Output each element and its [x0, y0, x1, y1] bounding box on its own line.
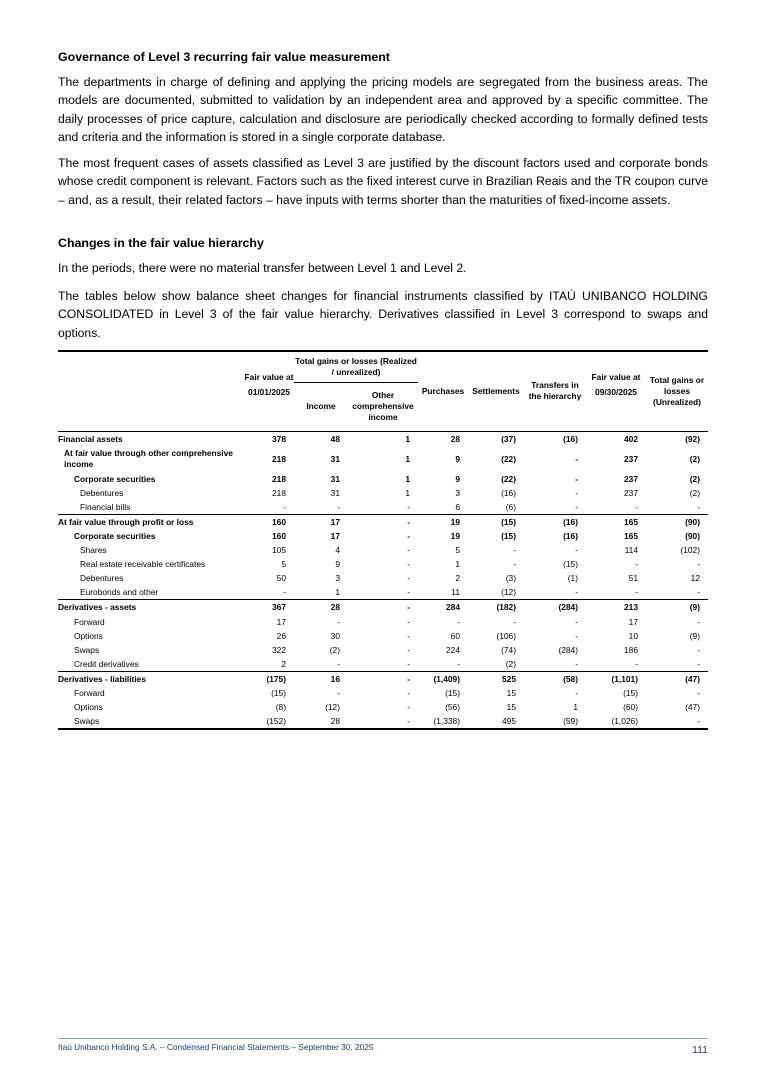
row-value: 4 — [335, 545, 340, 556]
table-row — [58, 529, 708, 543]
header-total-gains-group: Total gains or losses (Realized / unrealized) — [294, 351, 418, 383]
table-row — [58, 557, 708, 571]
row-value: 3 — [335, 573, 340, 584]
row-value: 28 — [294, 600, 348, 615]
row-value: - — [407, 545, 410, 556]
row-value: (74) — [501, 644, 516, 655]
row-label: Options — [74, 630, 103, 641]
row-value: - — [457, 616, 460, 627]
header-total-gains-unrealized: Total gains or losses (Unrealized) — [649, 374, 705, 407]
row-value: - — [348, 600, 418, 615]
row-value: - — [697, 688, 700, 699]
row-value: (9) — [646, 600, 708, 615]
row-value: (22) — [501, 453, 516, 464]
paragraph-level3-cases: The most frequent cases of assets classified as Level 3 are justified by the discount factors used and corporate bonds whose credit component is relevant. Factors such as the fixed interest curve in Brazilian Reais and the TR coupon curve – and, as a result, their related factors – have inputs with terms shorter than the maturities of fixed-income assets. — [58, 156, 708, 207]
row-label: Derivatives - assets — [58, 600, 244, 615]
row-value: (58) — [524, 671, 586, 686]
heading-changes: Changes in the fair value hierarchy — [58, 236, 264, 250]
row-value: - — [407, 573, 410, 584]
header-purchases: Purchases — [421, 385, 465, 396]
row-value: (15) — [445, 688, 460, 699]
row-value: - — [697, 616, 700, 627]
row-label: Real estate receivable certificates — [80, 559, 206, 570]
row-value: - — [348, 714, 418, 729]
row-value: 213 — [586, 600, 646, 615]
row-value: - — [697, 501, 700, 512]
row-value: (175) — [244, 671, 294, 686]
row-value: (22) — [501, 473, 516, 484]
row-value: - — [635, 501, 638, 512]
heading-governance: Governance of Level 3 recurring fair value measurement — [58, 50, 390, 64]
row-value: (6) — [505, 501, 516, 512]
row-value: - — [575, 688, 578, 699]
row-value: (1,338) — [418, 714, 468, 729]
row-value: (152) — [244, 714, 294, 729]
row-value: - — [407, 501, 410, 512]
row-value: (90) — [646, 514, 708, 529]
row-value: 31 — [330, 453, 340, 464]
row-value: - — [513, 616, 516, 627]
table-row — [58, 657, 708, 672]
row-value: (15) — [501, 531, 516, 542]
row-value: (2) — [329, 644, 340, 655]
row-value: (16) — [524, 431, 586, 446]
row-value: (92) — [646, 431, 708, 446]
row-value: (60) — [623, 702, 638, 713]
row-value: - — [513, 559, 516, 570]
table-row — [58, 500, 708, 515]
row-value: - — [407, 616, 410, 627]
level3-changes-table — [58, 350, 708, 730]
row-value: (284) — [524, 600, 586, 615]
row-value: - — [407, 702, 410, 713]
row-value: - — [646, 714, 708, 729]
row-value: - — [697, 559, 700, 570]
row-value: 1 — [405, 453, 410, 464]
table-row — [58, 571, 708, 585]
row-label: Credit derivatives — [74, 658, 139, 669]
row-label: Financial bills — [80, 501, 131, 512]
row-value: - — [407, 587, 410, 598]
row-value: - — [697, 587, 700, 598]
row-value: - — [407, 531, 410, 542]
table-row — [58, 629, 708, 643]
table-row — [58, 472, 708, 486]
row-value: 237 — [624, 487, 638, 498]
row-label: At fair value through profit or loss — [58, 514, 244, 529]
table-row — [58, 543, 708, 557]
row-value: 17 — [294, 514, 348, 529]
table-row — [58, 600, 708, 615]
row-value: - — [348, 514, 418, 529]
row-value: (1,026) — [586, 714, 646, 729]
row-value: - — [337, 658, 340, 669]
row-value: (12) — [501, 587, 516, 598]
row-value: 50 — [276, 573, 286, 584]
row-value: 31 — [330, 487, 340, 498]
row-value: 495 — [468, 714, 524, 729]
header-fair-value-end: Fair value at — [591, 371, 641, 382]
table-row — [58, 643, 708, 657]
row-value: 1 — [405, 473, 410, 484]
row-value: 160 — [244, 514, 294, 529]
row-label: Financial assets — [58, 431, 244, 446]
paragraph-transfers: In the periods, there were no material transfer between Level 1 and Level 2. — [58, 261, 467, 275]
row-value: (1,101) — [586, 671, 646, 686]
row-value: (56) — [445, 702, 460, 713]
row-value: 11 — [451, 587, 460, 598]
row-value: 15 — [506, 688, 516, 699]
row-value: 12 — [690, 573, 700, 584]
row-value: 525 — [468, 671, 524, 686]
row-value: (47) — [646, 671, 708, 686]
row-value: (37) — [468, 431, 524, 446]
row-label: At fair value through other comprehensive income — [64, 447, 233, 469]
row-value: 9 — [335, 559, 340, 570]
row-value: - — [575, 587, 578, 598]
row-value: 5 — [281, 559, 286, 570]
row-value: 3 — [455, 487, 460, 498]
table-row — [58, 686, 708, 700]
row-label: Shares — [80, 545, 107, 556]
row-value: 284 — [418, 600, 468, 615]
page-number: 111 — [692, 1044, 708, 1056]
row-value: - — [348, 671, 418, 686]
row-value: (3) — [505, 573, 516, 584]
row-value: - — [407, 658, 410, 669]
paragraph-governance: The departments in charge of defining and applying the pricing models are segregated from the business areas. The models are documented, submitted to validation by an independent area and approved by a specific committee. The daily processes of price capture, calculation and disclosure are periodically checked according to formally defined tests and criteria and the information is stored in a single corporate database. — [58, 75, 708, 145]
row-value: 48 — [294, 431, 348, 446]
row-value: (15) — [271, 688, 286, 699]
row-value: - — [575, 473, 578, 484]
row-value: 165 — [586, 514, 646, 529]
row-value: (106) — [496, 630, 516, 641]
row-value: 367 — [244, 600, 294, 615]
row-value: 218 — [272, 473, 286, 484]
row-value: 30 — [330, 630, 340, 641]
row-label: Swaps — [58, 714, 244, 729]
row-value: 6 — [455, 501, 460, 512]
row-value: 1 — [335, 587, 340, 598]
row-value: - — [337, 501, 340, 512]
row-value: 114 — [624, 545, 638, 556]
row-value: (1) — [567, 573, 578, 584]
row-value: - — [283, 587, 286, 598]
row-value: 28 — [294, 714, 348, 729]
table-row — [58, 446, 708, 472]
footer-text: Itaú Unibanco Holding S.A. – Condensed Financial Statements – September 30, 2025 — [58, 1042, 374, 1052]
row-value: 1 — [455, 559, 460, 570]
row-value: - — [407, 644, 410, 655]
row-value: 186 — [624, 644, 638, 655]
row-value: (16) — [501, 487, 516, 498]
row-value: - — [407, 688, 410, 699]
header-blank — [58, 351, 244, 431]
row-value: 402 — [586, 431, 646, 446]
row-value: 237 — [624, 473, 638, 484]
row-value: 17 — [330, 531, 340, 542]
row-label: Debentures — [80, 573, 124, 584]
row-label: Eurobonds and other — [80, 587, 159, 598]
row-value: 218 — [272, 487, 286, 498]
row-value: (2) — [689, 453, 700, 464]
header-income: Income — [306, 401, 336, 412]
row-value: 17 — [628, 616, 638, 627]
header-date-end: 09/30/2025 — [595, 386, 637, 397]
row-value: (2) — [689, 487, 700, 498]
header-fair-value-start: Fair value at — [244, 371, 294, 382]
row-value: (59) — [524, 714, 586, 729]
row-value: (9) — [689, 630, 700, 641]
row-value: - — [575, 658, 578, 669]
row-value: (8) — [275, 702, 286, 713]
row-value: (12) — [325, 702, 340, 713]
row-value: 237 — [624, 453, 638, 464]
row-value: - — [575, 545, 578, 556]
row-value: - — [635, 559, 638, 570]
row-value: - — [337, 616, 340, 627]
row-value: - — [575, 487, 578, 498]
header-oci: Other comprehensive income — [352, 390, 414, 423]
table-row — [58, 714, 708, 729]
header-date-start: 01/01/2025 — [248, 386, 290, 397]
row-value: 378 — [244, 431, 294, 446]
row-value: 19 — [450, 531, 460, 542]
row-value: (15) — [623, 688, 638, 699]
row-value: 165 — [624, 531, 638, 542]
row-value: (16) — [524, 514, 586, 529]
row-value: 322 — [272, 644, 286, 655]
table-row — [58, 615, 708, 629]
row-value: 10 — [628, 630, 638, 641]
row-value: 60 — [450, 630, 460, 641]
row-value: - — [407, 559, 410, 570]
row-label: Forward — [74, 688, 105, 699]
table-body — [58, 431, 708, 729]
table-row — [58, 700, 708, 714]
row-value: 2 — [455, 573, 460, 584]
row-value: (1,409) — [418, 671, 468, 686]
row-value: - — [635, 658, 638, 669]
row-label: Corporate securities — [74, 473, 156, 484]
paragraph-tables-intro: The tables below show balance sheet changes for financial instruments classified by ITAÚ UNIBANCO HOLDING CONSOLIDATED in Level 3 of the fair value hierarchy. Derivatives classified in Level 3 correspond to swaps and options. — [58, 289, 708, 340]
row-label: Options — [74, 702, 103, 713]
row-value: 224 — [446, 644, 460, 655]
row-value: 105 — [272, 545, 286, 556]
row-value: 1 — [348, 431, 418, 446]
row-value: 16 — [294, 671, 348, 686]
row-value: 31 — [330, 473, 340, 484]
row-label: Swaps — [74, 644, 100, 655]
row-value: (90) — [685, 531, 700, 542]
row-label: Derivatives - liabilities — [58, 671, 244, 686]
page-footer — [58, 1038, 708, 1056]
row-value: - — [283, 501, 286, 512]
row-value: - — [575, 501, 578, 512]
table-row — [58, 671, 708, 686]
row-value: - — [337, 688, 340, 699]
row-value: - — [575, 453, 578, 464]
row-value: 17 — [276, 616, 286, 627]
row-value: (2) — [689, 473, 700, 484]
row-value: 160 — [272, 531, 286, 542]
row-value: - — [575, 616, 578, 627]
row-label: Debentures — [80, 487, 124, 498]
row-value: - — [457, 658, 460, 669]
table-row — [58, 585, 708, 600]
row-value: - — [513, 545, 516, 556]
row-value: 218 — [272, 453, 286, 464]
row-value: (47) — [685, 702, 700, 713]
row-label: Corporate securities — [74, 531, 156, 542]
table-row — [58, 431, 708, 446]
header-settlements: Settlements — [472, 385, 520, 396]
row-value: 1 — [573, 702, 578, 713]
row-value: 5 — [455, 545, 460, 556]
row-value: 15 — [506, 702, 516, 713]
row-value: - — [575, 630, 578, 641]
row-value: 1 — [405, 487, 410, 498]
row-value: (284) — [558, 644, 578, 655]
row-value: (15) — [468, 514, 524, 529]
row-value: 51 — [628, 573, 638, 584]
row-value: 9 — [455, 453, 460, 464]
table-row — [58, 486, 708, 500]
row-value: (16) — [563, 531, 578, 542]
row-label: Forward — [74, 616, 105, 627]
row-value: - — [697, 658, 700, 669]
row-value: 2 — [281, 658, 286, 669]
header-transfers: Transfers in the hierarchy — [528, 380, 582, 402]
row-value: - — [697, 644, 700, 655]
row-value: (102) — [680, 545, 700, 556]
row-value: 19 — [418, 514, 468, 529]
row-value: (15) — [563, 559, 578, 570]
row-value: 9 — [455, 473, 460, 484]
row-value: (182) — [468, 600, 524, 615]
row-value: (2) — [505, 658, 516, 669]
table-row — [58, 514, 708, 529]
row-value: 28 — [418, 431, 468, 446]
row-value: - — [635, 587, 638, 598]
row-value: - — [407, 630, 410, 641]
row-value: 26 — [276, 630, 286, 641]
